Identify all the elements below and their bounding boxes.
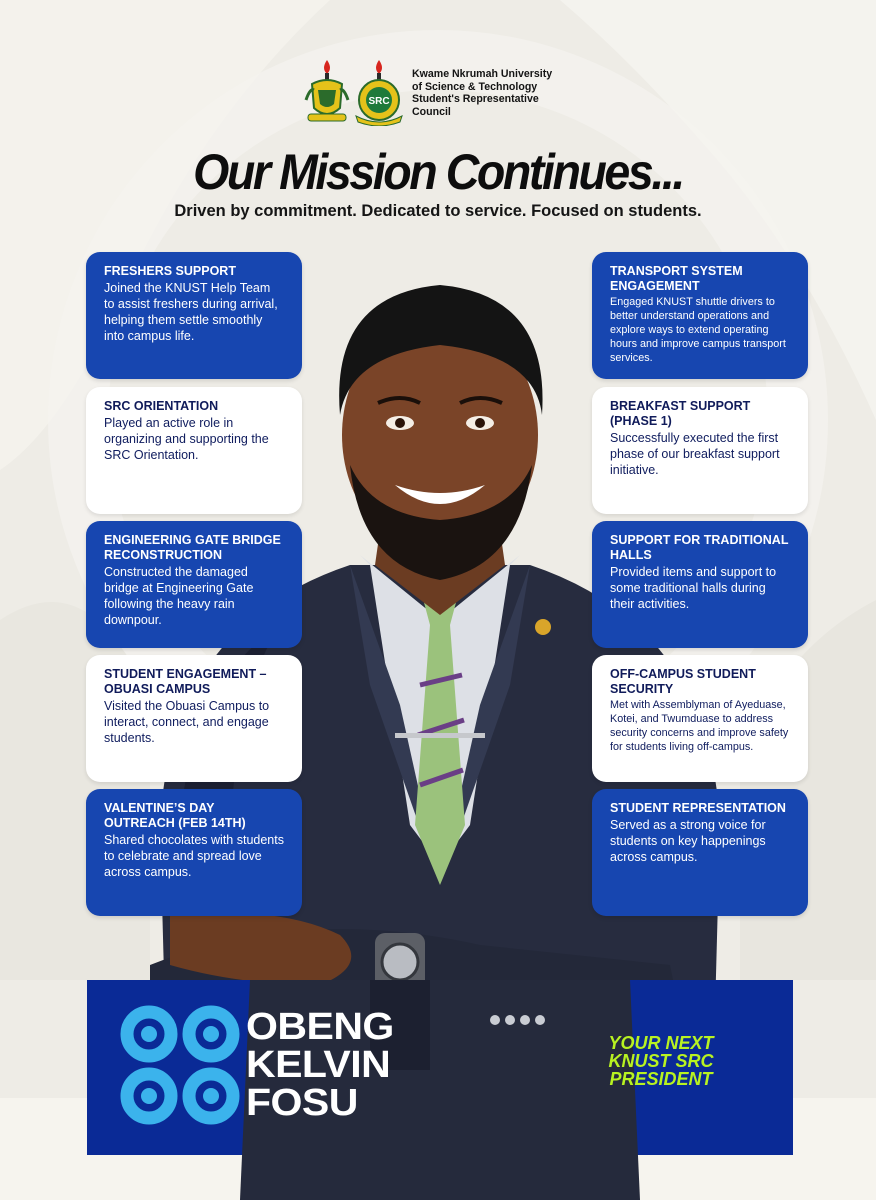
src-badge-text: SRC bbox=[368, 96, 390, 107]
knust-crest-icon bbox=[304, 58, 350, 126]
achievement-card-student-representation bbox=[592, 789, 808, 916]
achievement-card-transport-engagement bbox=[592, 252, 808, 379]
candidate-name bbox=[246, 1008, 394, 1122]
card-title: ENGINEERING GATE BRIDGE RECONSTRUCTION bbox=[104, 533, 281, 562]
achievement-card-breakfast-support bbox=[592, 387, 808, 514]
card-title: STUDENT REPRESENTATION bbox=[610, 801, 786, 815]
card-title: FRESHERS SUPPORT bbox=[104, 264, 236, 278]
achievement-card-valentines-outreach bbox=[86, 789, 302, 916]
university-line: of Science & Technology bbox=[412, 80, 538, 93]
card-title: TRANSPORT SYSTEM ENGAGEMENT bbox=[610, 264, 743, 293]
card-text: Successfully executed the first phase of our breakfast support initiative. bbox=[610, 431, 780, 477]
campaign-88-logo-icon bbox=[118, 1003, 242, 1127]
card-title: OFF-CAMPUS STUDENT SECURITY bbox=[610, 667, 756, 696]
page-title: Our Mission Continues... bbox=[193, 144, 683, 200]
card-title: BREAKFAST SUPPORT (PHASE 1) bbox=[610, 399, 751, 428]
slogan-line: PRESIDENT bbox=[609, 1069, 713, 1089]
candidate-name-line: KELVIN bbox=[246, 1044, 391, 1086]
achievement-card-src-orientation bbox=[86, 387, 302, 514]
slogan-line: KNUST SRC bbox=[608, 1051, 714, 1071]
achievement-card-obuasi-campus bbox=[86, 655, 302, 782]
card-text: Visited the Obuasi Campus to interact, connect, and engage students. bbox=[104, 699, 270, 745]
university-name bbox=[412, 68, 602, 118]
achievement-card-off-campus-security bbox=[592, 655, 808, 782]
university-line: Student's Representative bbox=[412, 93, 539, 105]
card-text: Served as a strong voice for students on key happenings across campus. bbox=[610, 818, 766, 864]
achievement-card-traditional-halls bbox=[592, 521, 808, 648]
src-crest-icon bbox=[350, 58, 408, 126]
card-text: Constructed the damaged bridge at Engineering Gate following the heavy rain downpour. bbox=[104, 565, 254, 627]
card-text: Played an active role in organizing and supporting the SRC Orientation. bbox=[104, 416, 269, 462]
page-subtitle: Driven by commitment. Dedicated to service. Focused on students. bbox=[174, 202, 702, 220]
achievement-card-freshers-support bbox=[86, 252, 302, 379]
card-title: SUPPORT FOR TRADITIONAL HALLS bbox=[610, 533, 789, 562]
slogan-line: YOUR NEXT bbox=[608, 1033, 714, 1053]
candidate-name-line: OBENG bbox=[246, 1006, 394, 1048]
card-text: Joined the KNUST Help Team to assist freshers during arrival, helping them settle smoothly into campus life. bbox=[104, 281, 278, 343]
card-text: Met with Assemblyman of Ayeduase, Kotei, and Twumduase to address security concerns and improve safety for students living off-campus. bbox=[610, 699, 789, 753]
card-text: Provided items and support to some traditional halls during their activities. bbox=[610, 565, 777, 611]
candidate-name-line: FOSU bbox=[246, 1082, 358, 1124]
card-title: SRC ORIENTATION bbox=[104, 399, 219, 413]
university-line: Kwame Nkrumah University bbox=[412, 68, 553, 80]
header bbox=[300, 58, 600, 128]
campaign-slogan bbox=[578, 1034, 744, 1088]
achievement-card-bridge-reconstruction bbox=[86, 521, 302, 648]
card-text: Shared chocolates with students to celebrate and spread love across campus. bbox=[104, 833, 284, 879]
university-line: Council bbox=[412, 105, 451, 118]
card-title: STUDENT ENGAGEMENT – OBUASI CAMPUS bbox=[104, 667, 267, 696]
card-text: Engaged KNUST shuttle drivers to better understand operations and explore ways to extend operating hours and improve campus transport services. bbox=[610, 296, 786, 364]
card-title: VALENTINE’S DAY OUTREACH (FEB 14TH) bbox=[104, 801, 246, 830]
